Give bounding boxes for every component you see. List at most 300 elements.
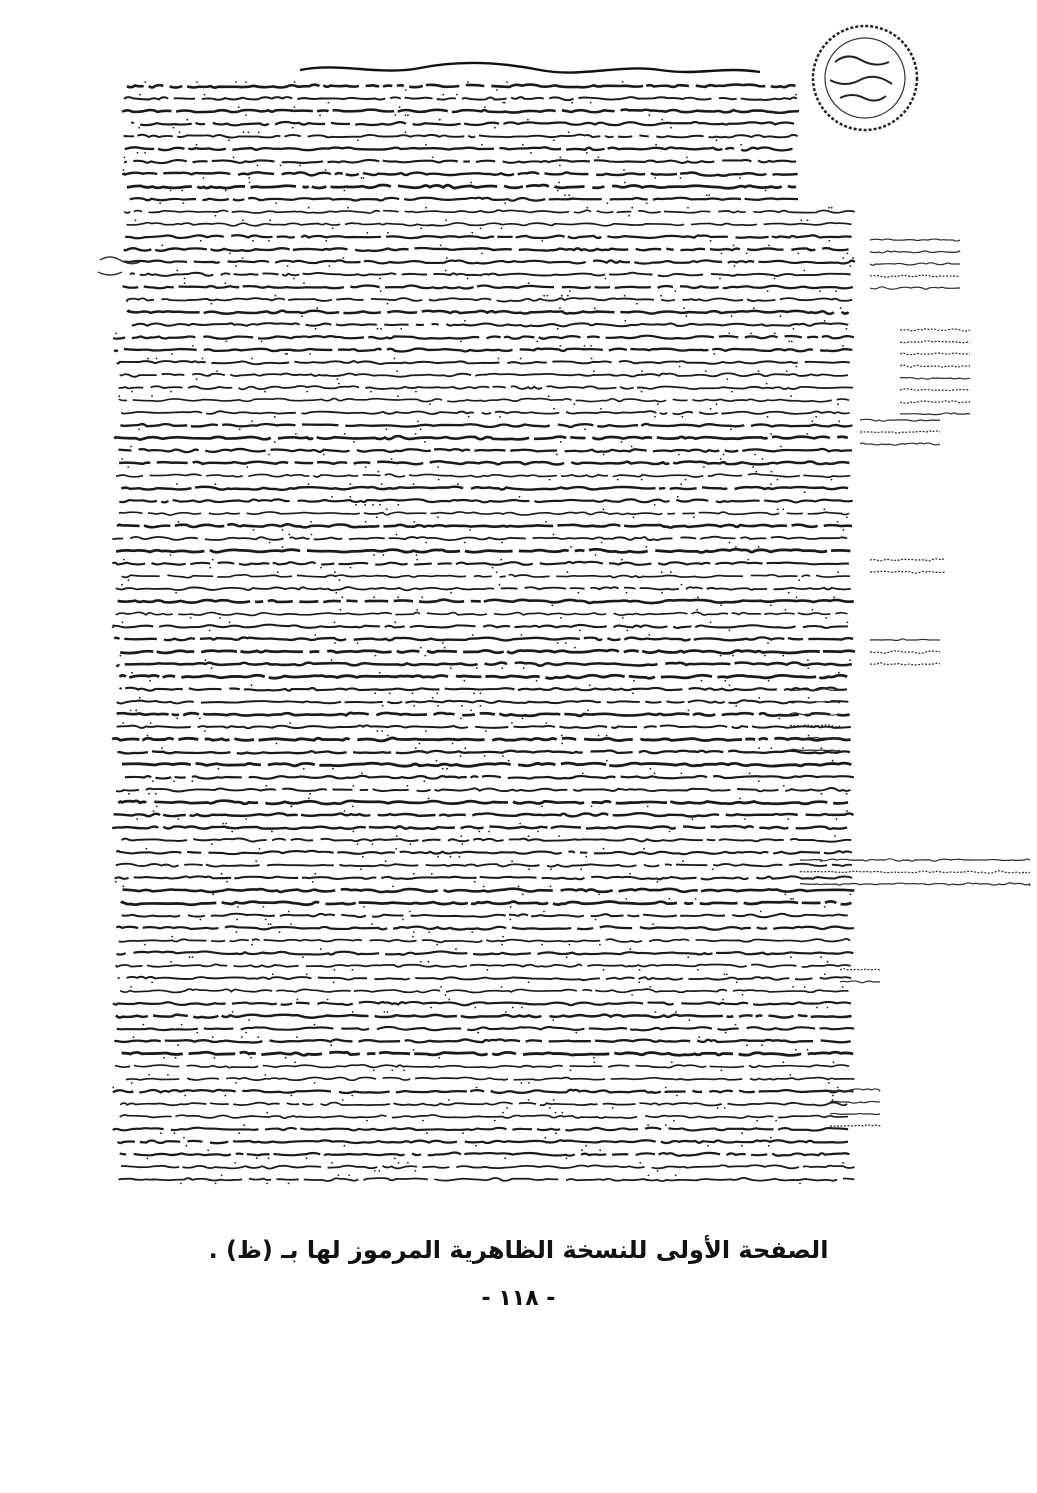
manuscript-line [114,461,850,464]
manuscript-dot [628,215,630,217]
manuscript-dot [569,290,571,292]
manuscript-dot [246,466,248,468]
manuscript-dot [135,710,137,712]
manuscript-dot [528,282,530,284]
manuscript-dot [234,1162,236,1164]
manuscript-line [112,524,852,527]
manuscript-dot [214,1057,216,1059]
manuscript-dot [501,542,503,544]
manuscript-dot [646,546,648,548]
manuscript-dot [225,823,227,825]
manuscript-dot [681,416,683,418]
manuscript-dot [170,554,172,556]
manuscript-dot [499,416,501,418]
manuscript-dot [121,458,123,460]
manuscript-dot [633,516,635,518]
manuscript-dot [329,265,331,267]
manuscript-dot [200,240,202,242]
manuscript-dot [627,630,629,632]
manuscript-dot [726,973,728,975]
manuscript-dot [364,504,366,506]
manuscript-dot [706,194,708,196]
manuscript-dot [380,328,382,330]
manuscript-dot [288,534,290,536]
manuscript-line [120,373,848,377]
manuscript-dot [487,969,489,971]
manuscript-dot [460,341,462,343]
manuscript-dot [593,1057,595,1059]
margin-note-line [900,341,970,343]
manuscript-line [105,1128,848,1131]
manuscript-line [119,399,850,402]
manuscript-dot [707,1145,709,1147]
manuscript-line [115,876,853,879]
manuscript-dot [777,479,779,481]
manuscript-dot [559,307,561,309]
manuscript-dot [641,370,643,372]
manuscript-dot [161,747,163,749]
manuscript-line [127,185,796,188]
manuscript-dot [237,906,239,908]
manuscript-dot [353,441,355,443]
manuscript-line [124,160,796,163]
manuscript-dot [473,692,475,694]
manuscript-line [113,625,848,628]
margin-note-line [900,378,970,380]
manuscript-dot [407,1162,409,1164]
manuscript-dot [180,1183,182,1185]
manuscript-dot [775,1120,777,1122]
manuscript-dot [475,1007,477,1009]
manuscript-line [120,688,847,691]
manuscript-dot [729,630,731,632]
manuscript-dot [374,1170,376,1172]
manuscript-dot [204,730,206,732]
manuscript-dot [551,604,553,606]
manuscript-dot [438,479,440,481]
manuscript-dot [752,466,754,468]
manuscript-dot [580,868,582,870]
manuscript-dot [395,848,397,850]
manuscript-dot [564,194,566,196]
manuscript-dot [499,584,501,586]
manuscript-dot [753,307,755,309]
manuscript-dot [603,454,605,456]
margin-note-line [900,413,970,415]
manuscript-dot [238,106,240,108]
manuscript-dot [128,793,130,795]
manuscript-dot [686,157,688,159]
manuscript-dot [348,1175,350,1177]
manuscript-dot [562,1112,564,1114]
manuscript-dot [272,973,274,975]
manuscript-dot [801,219,803,221]
manuscript-dot [506,81,508,83]
margin-note-line [900,389,970,391]
manuscript-dot [468,416,470,418]
manuscript-dot [325,240,327,242]
manuscript-dot [820,956,822,958]
manuscript-dot [765,190,767,192]
manuscript-dot [241,1036,243,1038]
manuscript-dot [121,584,123,586]
manuscript-dot [144,944,146,946]
manuscript-dot [373,554,375,556]
margin-note-line [830,1113,880,1114]
manuscript-dot [373,1069,375,1071]
manuscript-dot [176,718,178,720]
manuscript-dot [624,320,626,322]
manuscript-dot [724,973,726,975]
margin-note-line [860,443,940,445]
manuscript-dot [175,592,177,594]
manuscript-dot [467,278,469,280]
manuscript-dot [425,542,427,544]
manuscript-dot [603,848,605,850]
manuscript-dot [280,165,282,167]
manuscript-dot [733,245,735,247]
manuscript-dot [450,856,452,858]
manuscript-dot [494,127,496,129]
manuscript-dot [680,483,682,485]
manuscript-dot [257,165,259,167]
manuscript-dot [416,554,418,556]
manuscript-dot [783,1061,785,1063]
manuscript-dot [196,1032,198,1034]
margin-note-line [870,275,960,277]
manuscript-dot [589,684,591,686]
manuscript-dot [519,496,521,498]
manuscript-dot [475,1145,477,1147]
manuscript-dot [314,634,316,636]
manuscript-dot [264,391,266,393]
manuscript-dot [567,571,569,573]
manuscript-dot [420,647,422,649]
manuscript-line [119,801,849,804]
manuscript-dot [740,144,742,146]
manuscript-dot [338,1175,340,1177]
manuscript-dot [288,911,290,913]
manuscript-dot [209,630,211,632]
manuscript-dot [827,961,829,963]
manuscript-dot [654,416,656,418]
manuscript-dot [343,190,345,192]
manuscript-dot [471,232,473,234]
manuscript-dot [184,282,186,284]
manuscript-dot [355,504,357,506]
manuscript-dot [599,944,601,946]
manuscript-dot [832,760,834,762]
manuscript-dot [685,479,687,481]
manuscript-line [110,600,854,603]
manuscript-dot [315,328,317,330]
manuscript-dot [835,290,837,292]
manuscript-dot [622,81,624,83]
manuscript-dot [747,559,749,561]
manuscript-dot [521,1082,523,1084]
manuscript-dot [828,240,830,242]
manuscript-dot [264,1074,266,1076]
manuscript-dot [797,253,799,255]
manuscript-dot [437,516,439,518]
manuscript-dot [768,1145,770,1147]
manuscript-dot [439,119,441,121]
manuscript-dot [127,466,129,468]
manuscript-dot [584,428,586,430]
manuscript-dot [795,94,797,96]
manuscript-dot [545,1137,547,1139]
manuscript-dot [570,1069,572,1071]
manuscript-dot [492,567,494,569]
manuscript-dot [671,1061,673,1063]
manuscript-dot [518,886,520,888]
manuscript-dot [179,131,181,133]
manuscript-dot [428,961,430,963]
manuscript-dot [425,207,427,209]
manuscript-dot [598,157,600,159]
manuscript-dot [631,994,633,996]
manuscript-dot [621,441,623,443]
manuscript-dot [842,1162,844,1164]
manuscript-dot [464,320,466,322]
manuscript-dot [648,634,650,636]
manuscript-dot [657,881,659,883]
manuscript-line [117,700,849,703]
manuscript-dot [310,521,312,523]
manuscript-dot [325,169,327,171]
manuscript-dot [512,1007,514,1009]
manuscript-dot [543,295,545,297]
manuscript-line [132,323,848,326]
manuscript-dot [807,667,809,669]
manuscript-dot [595,554,597,556]
manuscript-dot [717,1107,719,1109]
manuscript-dot [258,131,260,133]
manuscript-dot [522,718,524,720]
manuscript-line [131,122,794,125]
manuscript-dot [417,420,419,422]
manuscript-line [130,198,798,201]
manuscript-dot [437,466,439,468]
manuscript-dot [150,722,152,724]
manuscript-dot [764,655,766,657]
manuscript-dot [255,860,257,862]
manuscript-dot [381,483,383,485]
manuscript-line [110,977,851,980]
manuscript-dot [701,680,703,682]
manuscript-dot [574,647,576,649]
manuscript-dot [758,370,760,372]
manuscript-dot [235,1082,237,1084]
manuscript-dot [294,81,296,83]
manuscript-dot [460,718,462,720]
manuscript-line [114,487,848,490]
manuscript-dot [820,747,822,749]
manuscript-dot [770,747,772,749]
manuscript-dot [349,496,351,498]
manuscript-dot [705,370,707,372]
manuscript-dot [290,1095,292,1097]
margin-note-line [870,239,960,241]
manuscript-dot [557,190,559,192]
manuscript-dot [461,705,463,707]
manuscript-dot [462,1132,464,1134]
manuscript-dot [314,1082,316,1084]
manuscript-dot [306,391,308,393]
manuscript-dot [843,529,845,531]
manuscript-dot [191,780,193,782]
manuscript-line [117,750,850,753]
manuscript-dot [824,906,826,908]
margin-note-line [870,639,940,641]
manuscript-dot [259,848,261,850]
manuscript-dot [219,617,221,619]
manuscript-dot [293,278,295,280]
manuscript-dot [294,106,296,108]
manuscript-dot [796,596,798,598]
manuscript-dot [442,94,444,96]
manuscript-dot [430,1007,432,1009]
manuscript-dot [590,102,592,104]
manuscript-dot [148,793,150,795]
manuscript-dot [766,383,768,385]
manuscript-dot [649,114,651,116]
margin-note-line [870,663,940,665]
manuscript-dot [196,378,198,380]
manuscript-dot [804,491,806,493]
manuscript-dot [131,672,133,674]
manuscript-dot [692,818,694,820]
manuscript-dot [399,106,401,108]
manuscript-dot [560,441,562,443]
manuscript-line [117,361,850,364]
margin-note-line [870,263,960,265]
manuscript-dot [569,944,571,946]
manuscript-dot [721,253,723,255]
manuscript-dot [377,328,379,330]
manuscript-dot [566,956,568,958]
manuscript-dot [379,278,381,280]
manuscript-dot [770,433,772,435]
manuscript-dot [181,190,183,192]
manuscript-dot [652,923,654,925]
manuscript-dot [624,295,626,297]
manuscript-dot [251,684,253,686]
manuscript-line [118,1165,855,1168]
manuscript-dot [840,307,842,309]
manuscript-dot [170,190,172,192]
margin-note-line [830,1125,880,1126]
manuscript-dot [474,881,476,883]
manuscript-line [116,612,848,615]
manuscript-dot [837,521,839,523]
manuscript-dot [366,232,368,234]
manuscript-dot [265,919,267,921]
manuscript-dot [334,622,336,624]
manuscript-dot [331,496,333,498]
manuscript-line [112,738,850,741]
manuscript-dot [546,295,548,297]
manuscript-line [120,1153,850,1156]
manuscript-dot [485,730,487,732]
manuscript-dot [484,755,486,757]
manuscript-dot [378,471,380,473]
manuscript-dot [837,571,839,573]
manuscript-dot [527,119,529,121]
manuscript-dot [250,1057,252,1059]
manuscript-dot [308,207,310,209]
manuscript-dot [521,634,523,636]
manuscript-dot [130,986,132,988]
manuscript-dot [500,559,502,561]
manuscript-dot [720,458,722,460]
manuscript-dot [235,265,237,267]
manuscript-line [116,864,852,867]
manuscript-dot [556,454,558,456]
manuscript-dot [754,454,756,456]
manuscript-dot [245,818,247,820]
manuscript-dot [559,165,561,167]
manuscript-dot [423,780,425,782]
manuscript-dot [639,1162,641,1164]
manuscript-dot [221,873,223,875]
manuscript-dot [560,617,562,619]
manuscript-dot [793,328,795,330]
manuscript-dot [720,604,722,606]
manuscript-dot [771,471,773,473]
manuscript-dot [675,1011,677,1013]
manuscript-dot [808,697,810,699]
manuscript-dot [607,202,609,204]
manuscript-line [114,901,852,904]
manuscript-dot [361,177,363,179]
manuscript-dot [575,1032,577,1034]
manuscript-dot [508,760,510,762]
manuscript-dot [847,622,849,624]
manuscript-dot [731,391,733,393]
manuscript-dot [397,504,399,506]
manuscript-dot [545,521,547,523]
manuscript-line [120,424,852,427]
manuscript-dot [285,1057,287,1059]
manuscript-dot [623,169,625,171]
manuscript-dot [163,1057,165,1059]
manuscript-dot [391,1069,393,1071]
manuscript-dot [444,647,446,649]
manuscript-line [110,713,850,716]
margin-note-line [800,883,1030,885]
manuscript-dot [463,680,465,682]
manuscript-dot [445,994,447,996]
manuscript-dot [570,546,572,548]
manuscript-dot [199,718,201,720]
manuscript-dot [186,1145,188,1147]
manuscript-dot [127,579,129,581]
manuscript-dot [403,1069,405,1071]
manuscript-dot [375,655,377,657]
manuscript-dot [136,818,138,820]
manuscript-dot [432,157,434,159]
manuscript-dot [416,609,418,611]
manuscript-dot [211,303,213,305]
manuscript-dot [590,345,592,347]
manuscript-dot [151,395,153,397]
manuscript-dot [767,642,769,644]
manuscript-dot [688,710,690,712]
manuscript-dot [770,1137,772,1139]
manuscript-dot [833,596,835,598]
manuscript-dot [821,793,823,795]
